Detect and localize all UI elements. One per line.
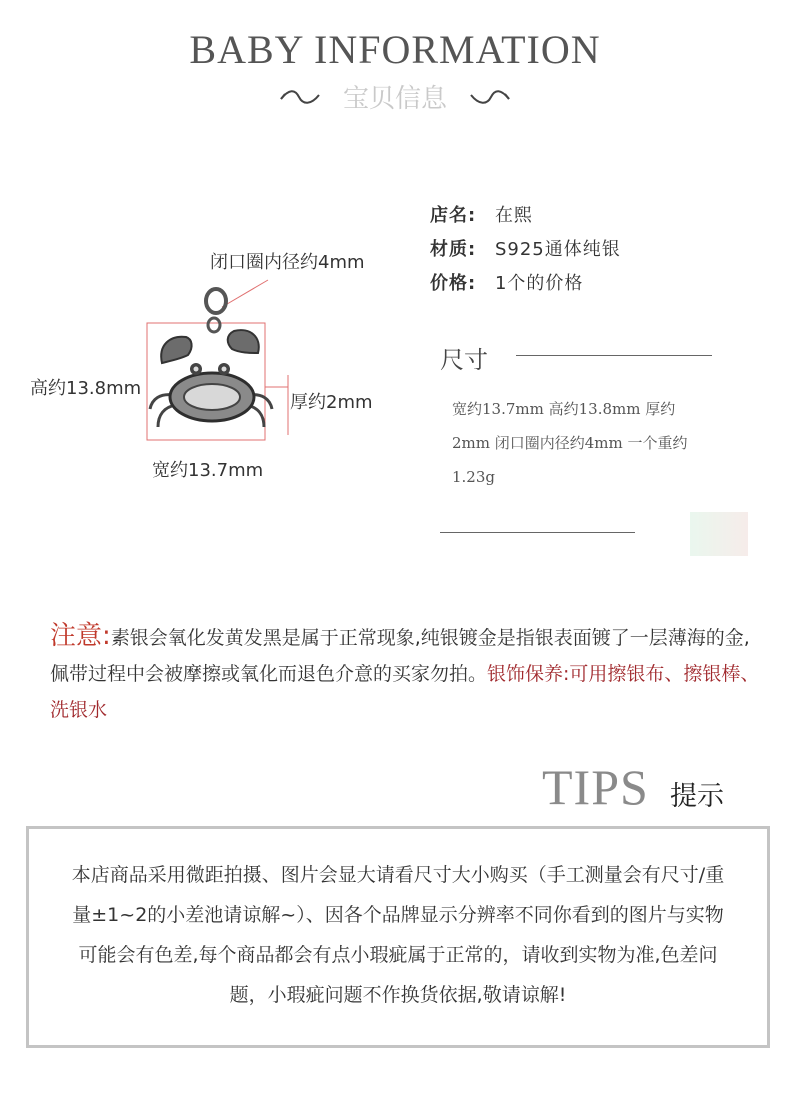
- crab-pendant-illustration: [140, 275, 300, 450]
- height-label: 高约13.8mm: [30, 378, 142, 399]
- note-heading: 注意:: [50, 621, 111, 651]
- color-swatch: [690, 512, 748, 556]
- info-value: 在熙: [494, 205, 533, 226]
- info-value: 1个的价格: [494, 273, 584, 294]
- info-key: 店名:: [430, 205, 477, 226]
- info-key: 材质:: [430, 239, 477, 260]
- left-flourish-icon: [279, 87, 321, 107]
- care-note: [50, 618, 760, 728]
- size-divider: [516, 355, 712, 356]
- info-row-material: [430, 235, 621, 261]
- note-body: 素银会氧化发黄发黑是属于正常现象,纯银镀金是指银表面镀了一层薄海的金,佩带过程中会被摩擦或氧化而退色介意的买家勿拍。: [50, 627, 750, 685]
- width-label: 宽约13.7mm: [152, 460, 264, 481]
- tips-text: 本店商品采用微距拍摄、图片会显大请看尺寸大小购买（手工测量会有尺寸/重量±1~2的小差池请谅解~）、因各个品牌显示分辨率不同你看到的图片与实物可能会有色差,每个商品都会有点小瑕疵属于正常的，请收到实物为准,色差问题，小瑕疵问题不作换货依据,敬请谅解!: [71, 864, 725, 1006]
- right-flourish-icon: [469, 87, 511, 107]
- size-description: 宽约13.7mm 高约13.8mm 厚约2mm 闭口圈内径约4mm 一个重约1.23g: [452, 400, 688, 486]
- ring-diameter-label: 闭口圈内径约4mm: [210, 252, 365, 273]
- info-row-shop: [430, 201, 533, 227]
- section-divider: [440, 532, 635, 533]
- tips-subtitle: 提示: [670, 781, 724, 812]
- size-heading: 尺寸: [440, 346, 488, 374]
- page-subtitle: 宝贝信息: [342, 84, 447, 114]
- info-row-price: [430, 269, 583, 295]
- page-title: BABY INFORMATION: [189, 27, 601, 72]
- info-value: S925通体纯银: [494, 239, 621, 260]
- tips-title: TIPS: [542, 759, 649, 815]
- tips-box: [26, 826, 770, 1048]
- subtitle-row: [0, 78, 790, 115]
- note-care-tips: 银饰保养:可用擦银布、擦银棒、洗银水: [50, 663, 760, 721]
- thickness-label: 厚约2mm: [290, 392, 373, 413]
- info-key: 价格:: [430, 273, 477, 294]
